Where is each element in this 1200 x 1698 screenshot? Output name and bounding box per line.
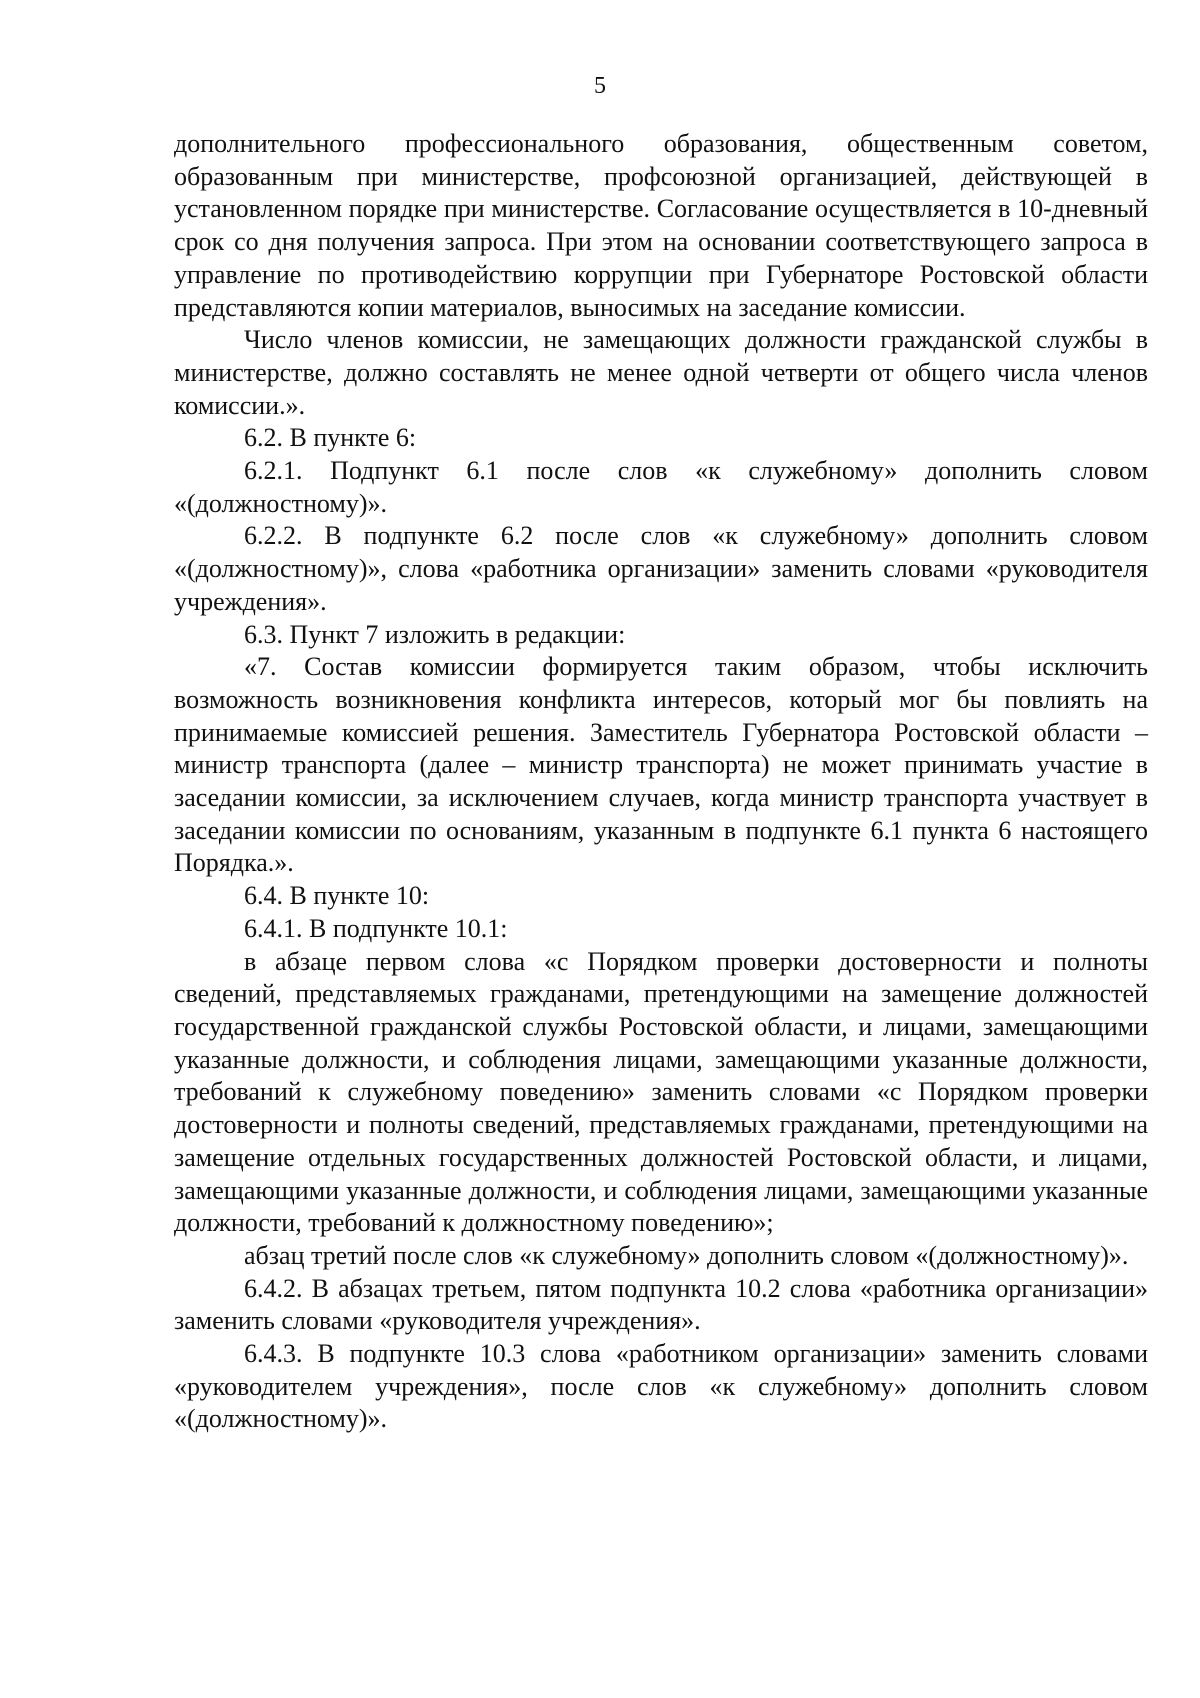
paragraph: 6.4.3. В подпункте 10.3 слова «работником организации» заменить словами «руководителем учреждения», после слов «к служебному» дополнить словом «(должностному)».: [174, 1339, 1148, 1434]
paragraph: в абзаце первом слова «с Порядком проверки достоверности и полноты сведений, представляемых гражданами, претендующими на замещение должностей государственной гражданской службы Ростовской области, и лицами, замещающими указанные должности, и соблюдения лицами, замещающими указанные должности, требований к служебному поведению» заменить словами «с Порядком проверки достоверности и полноты сведений, представляемых гражданами, претендующими на замещение отдельных государственных должностей Ростовской области, и лицами, замещающими указанные должности, и соблюдения лицами, замещающими указанные должности, требований к должностному поведению»;: [174, 946, 1148, 1238]
paragraph: 6.4.2. В абзацах третьем, пятом подпункта 10.2 слова «работника организации» заменить словами «руководителя учреждения».: [174, 1273, 1148, 1336]
paragraph: 6.2. В пункте 6:: [244, 423, 417, 453]
paragraph: 6.4.1. В подпункте 10.1:: [244, 913, 508, 943]
paragraph: 6.2.1. Подпункт 6.1 после слов «к служебному» дополнить словом «(должностному)».: [174, 456, 1148, 518]
page-number: 5: [594, 73, 606, 99]
paragraph: 6.4. В пункте 10:: [244, 881, 430, 911]
paragraph: 6.2.2. В подпункте 6.2 после слов «к служебному» дополнить словом «(должностному)», слова «работника организации» заменить словами «руководителя учреждения».: [174, 521, 1148, 616]
paragraph: абзац третий после слов «к служебному» дополнить словом «(должностному)».: [244, 1240, 1129, 1270]
paragraph: 6.3. Пункт 7 изложить в редакции:: [244, 619, 626, 649]
paragraph: «7. Состав комиссии формируется таким образом, чтобы исключить возможность возникновения конфликта интересов, который мог бы повлиять на принимаемые комиссией решения. Заместитель Губернатора Ростовской области – министр транспорта (далее – министр транспорта) не может принимать участие в заседании комиссии, за исключением случаев, когда министр транспорта участвует в заседании комиссии по основаниям, указанным в подпункте 6.1 пункта 6 настоящего Порядка.».: [174, 652, 1148, 878]
document-body: [174, 128, 1148, 1436]
paragraph: дополнительного профессионального образования, общественным советом, образованным при министерстве, профсоюзной организацией, действующей в установленном порядке при министерстве. Согласование осуществляется в 10-дневный срок со дня получения запроса. При этом на основании соответствующего запроса в управление по противодействию коррупции при Губернаторе Ростовской области представляются копии материалов, выносимых на заседание комиссии.: [174, 129, 1148, 322]
paragraph: Число членов комиссии, не замещающих должности гражданской службы в министерстве, должно составлять не менее одной четверти от общего числа членов комиссии.».: [174, 325, 1148, 420]
